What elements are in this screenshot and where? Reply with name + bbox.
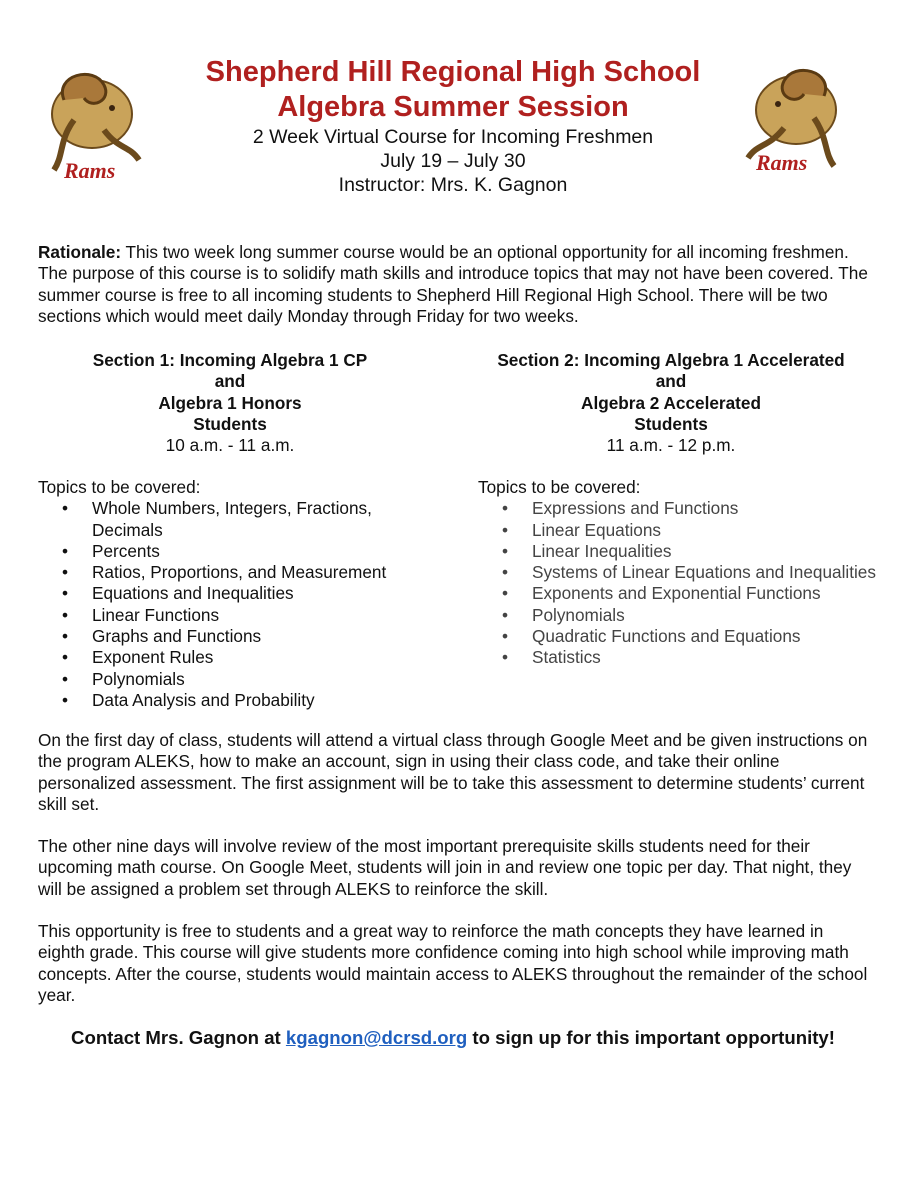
section-title-line: Algebra 2 Accelerated	[581, 392, 761, 413]
opportunity-paragraph: This opportunity is free to students and a great way to reinforce the math concepts they have learned in eighth grade. This course will give students more confidence coming into high school while improving math concepts. After the course, students would maintain access to ALEKS throughout the remainder of the school year.	[38, 921, 868, 1006]
topic-item: • Exponents and Exponential Functions	[502, 583, 821, 604]
flyer-header	[0, 55, 906, 197]
section-1-heading	[40, 350, 420, 456]
section-time: 10 a.m. - 11 a.m.	[165, 435, 295, 456]
session-title: Algebra Summer Session	[277, 91, 629, 123]
section-time: 11 a.m. - 12 p.m.	[606, 435, 736, 456]
bullet-icon: •	[62, 540, 69, 561]
topic-item: • Ratios, Proportions, and Measurement	[62, 562, 387, 583]
topic-item: • Polynomials	[62, 668, 185, 689]
contact-line: Contact Mrs. Gagnon at kgagnon@dcrsd.org to sign up for this important opportunity!	[71, 1027, 835, 1048]
section-title-line: and	[655, 371, 687, 392]
bullet-icon: •	[62, 562, 69, 583]
section-title-line: Students	[634, 413, 708, 434]
topic-item: • Expressions and Functions	[502, 498, 739, 519]
section-title-line: Algebra 1 Honors	[158, 392, 302, 413]
bullet-icon: •	[62, 498, 69, 519]
topic-item: • Systems of Linear Equations and Inequalities	[502, 562, 876, 583]
bullet-icon: •	[62, 689, 69, 710]
rationale-paragraph	[38, 242, 868, 328]
bullet-icon: •	[502, 604, 509, 625]
topic-item: • Linear Inequalities	[502, 540, 672, 561]
bullet-icon: •	[62, 604, 69, 625]
section-1-topics	[38, 477, 438, 711]
rationale-label: Rationale:	[38, 242, 122, 262]
email-link[interactable]: kgagnon@dcrsd.org	[285, 1027, 468, 1048]
rams-logo-text: Rams	[64, 158, 116, 183]
rationale-text: This two week long summer course would be an optional opportunity for all incoming freshmen. The purpose of this course is to solidify math skills and introduce topics that may not have been covered. The summer course is free to all incoming students to Shepherd Hill Regional High School. There will be two sections which would meet daily Monday through Friday for two weeks.	[38, 242, 868, 327]
section-title-line: Section 2: Incoming Algebra 1 Accelerated	[497, 350, 845, 370]
topic-item: • Linear Functions	[62, 604, 220, 625]
topic-item: • Polynomials	[502, 604, 625, 625]
topics-label: Topics to be covered:	[478, 477, 641, 497]
topic-item: • Exponent Rules	[62, 647, 214, 668]
topic-list	[478, 498, 878, 668]
section-title-line: and	[214, 371, 246, 392]
topic-item: • Graphs and Functions	[62, 626, 262, 647]
course-description: 2 Week Virtual Course for Incoming Freshmen	[252, 126, 654, 148]
topic-item: • Quadratic Functions and Equations	[502, 626, 801, 647]
bullet-icon: •	[62, 647, 69, 668]
section-2-heading	[478, 350, 864, 456]
topic-item: • Whole Numbers, Integers, Fractions, Decimals	[62, 498, 372, 540]
section-title-line: Section 1: Incoming Algebra 1 CP	[92, 350, 368, 370]
bullet-icon: •	[62, 583, 69, 604]
bullet-icon: •	[502, 498, 509, 519]
review-days-paragraph: The other nine days will involve review of the most important prerequisite skills students need for their upcoming math course. On Google Meet, students will join in and review one topic per day. That night, they will be assigned a problem set through ALEKS to reinforce the skill.	[38, 836, 852, 899]
bullet-icon: •	[502, 647, 509, 668]
rams-logo-text: Rams	[756, 150, 808, 175]
topics-label: Topics to be covered:	[38, 477, 201, 497]
course-dates: July 19 – July 30	[380, 150, 526, 172]
first-day-paragraph: On the first day of class, students will attend a virtual class through Google Meet and be given instructions on the program ALEKS, how to make an account, sign in using their class code, and take their online personalized assessment. The first assignment will be to take this assessment to determine students’ current skill set.	[38, 730, 868, 815]
topic-list	[38, 498, 438, 711]
topic-item: • Statistics	[502, 647, 601, 668]
topic-item: • Equations and Inequalities	[62, 583, 294, 604]
bullet-icon: •	[62, 626, 69, 647]
topic-item: • Percents	[62, 540, 160, 561]
section-title-line: Students	[193, 413, 267, 434]
bullet-icon: •	[502, 583, 509, 604]
bullet-icon: •	[502, 562, 509, 583]
bullet-icon: •	[502, 540, 509, 561]
bullet-icon: •	[502, 519, 509, 540]
bullet-icon: •	[62, 668, 69, 689]
bullet-icon: •	[502, 626, 509, 647]
instructor: Instructor: Mrs. K. Gagnon	[338, 174, 568, 196]
school-name: Shepherd Hill Regional High School	[205, 56, 701, 88]
section-2-topics	[478, 477, 878, 669]
topic-item: • Data Analysis and Probability	[62, 689, 315, 710]
topic-item: • Linear Equations	[502, 519, 661, 540]
